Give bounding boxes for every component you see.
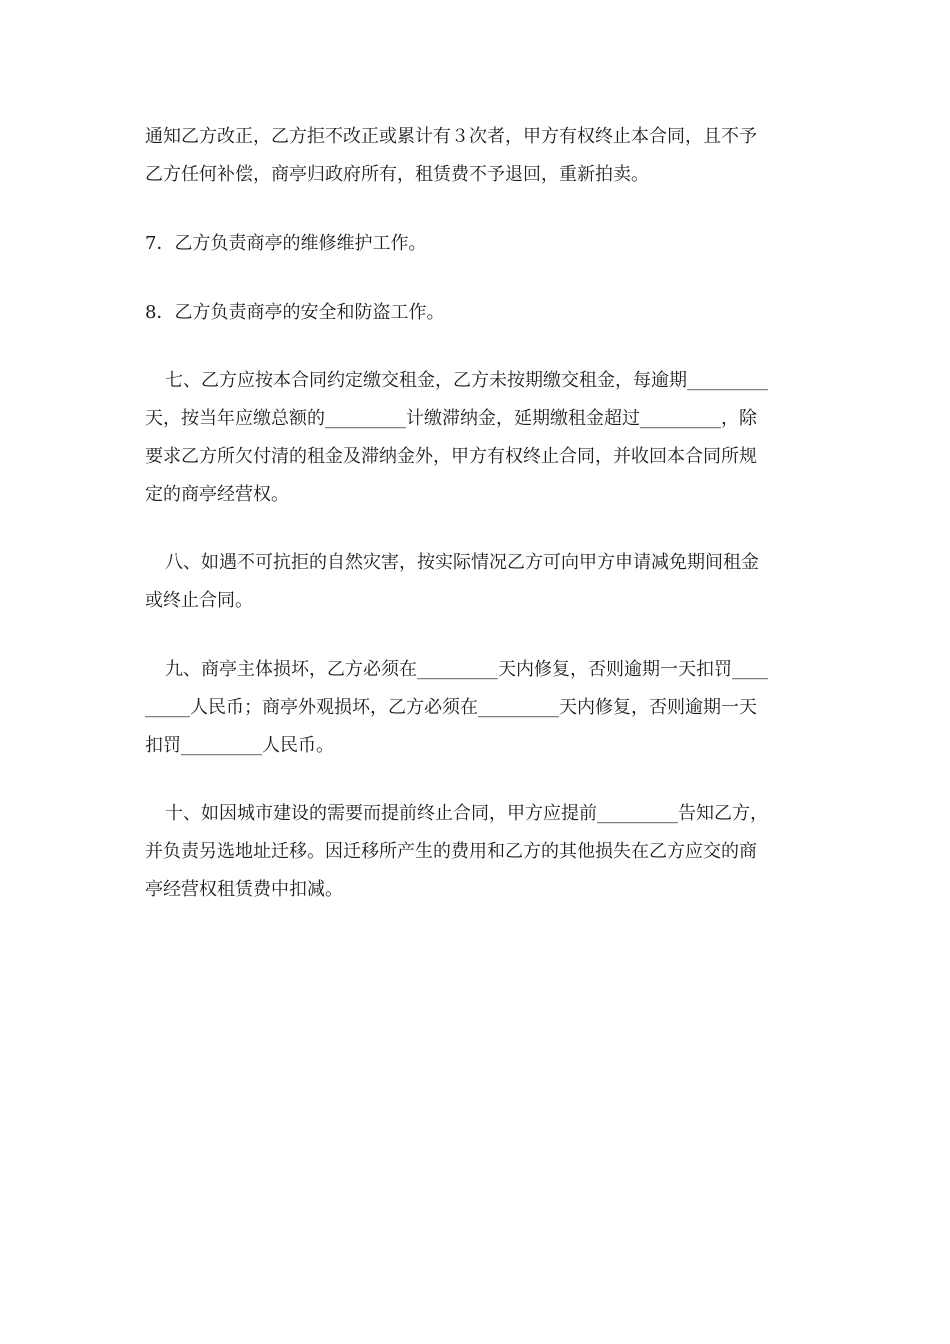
text-line: 乙方任何补偿，商亭归政府所有，租赁费不予退回，重新拍卖。 bbox=[145, 164, 649, 185]
article-10 bbox=[145, 795, 810, 909]
text-line: 8．乙方负责商亭的安全和防盗工作。 bbox=[145, 302, 445, 323]
article-9 bbox=[145, 651, 810, 765]
clause-8 bbox=[145, 294, 810, 332]
article-7 bbox=[145, 362, 810, 514]
article-8 bbox=[145, 544, 810, 620]
text-line: 定的商亭经营权。 bbox=[145, 484, 289, 505]
text-line: 要求乙方所欠付清的租金及滞纳金外，甲方有权终止合同，并收回本合同所规 bbox=[145, 446, 757, 467]
text-line: 天，按当年应缴总额的_________计缴滞纳金，延期缴租金超过_________，除 bbox=[145, 408, 757, 429]
text-line: _____人民币；商亭外观损坏，乙方必须在_________天内修复，否则逾期一天 bbox=[145, 697, 757, 718]
text-line: 7．乙方负责商亭的维修维护工作。 bbox=[145, 233, 427, 254]
text-line: 八、如遇不可抗拒的自然灾害，按实际情况乙方可向甲方申请减免期间租金 bbox=[165, 552, 759, 573]
text-line: 十、如因城市建设的需要而提前终止合同，甲方应提前_________告知乙方， bbox=[165, 803, 768, 824]
paragraph-6-continuation bbox=[145, 118, 810, 194]
text-line: 或终止合同。 bbox=[145, 590, 253, 611]
text-line: 七、乙方应按本合同约定缴交租金，乙方未按期缴交租金，每逾期_________ bbox=[165, 370, 768, 391]
text-line: 九、商亭主体损坏，乙方必须在_________天内修复，否则逾期一天扣罚____ bbox=[165, 659, 768, 680]
text-line: 亭经营权租赁费中扣减。 bbox=[145, 879, 343, 900]
clause-7 bbox=[145, 225, 810, 263]
text-line: 扣罚_________人民币。 bbox=[145, 735, 334, 756]
text-line: 并负责另选地址迁移。因迁移所产生的费用和乙方的其他损失在乙方应交的商 bbox=[145, 841, 757, 862]
text-line: 通知乙方改正，乙方拒不改正或累计有３次者，甲方有权终止本合同，且不予 bbox=[145, 126, 757, 147]
